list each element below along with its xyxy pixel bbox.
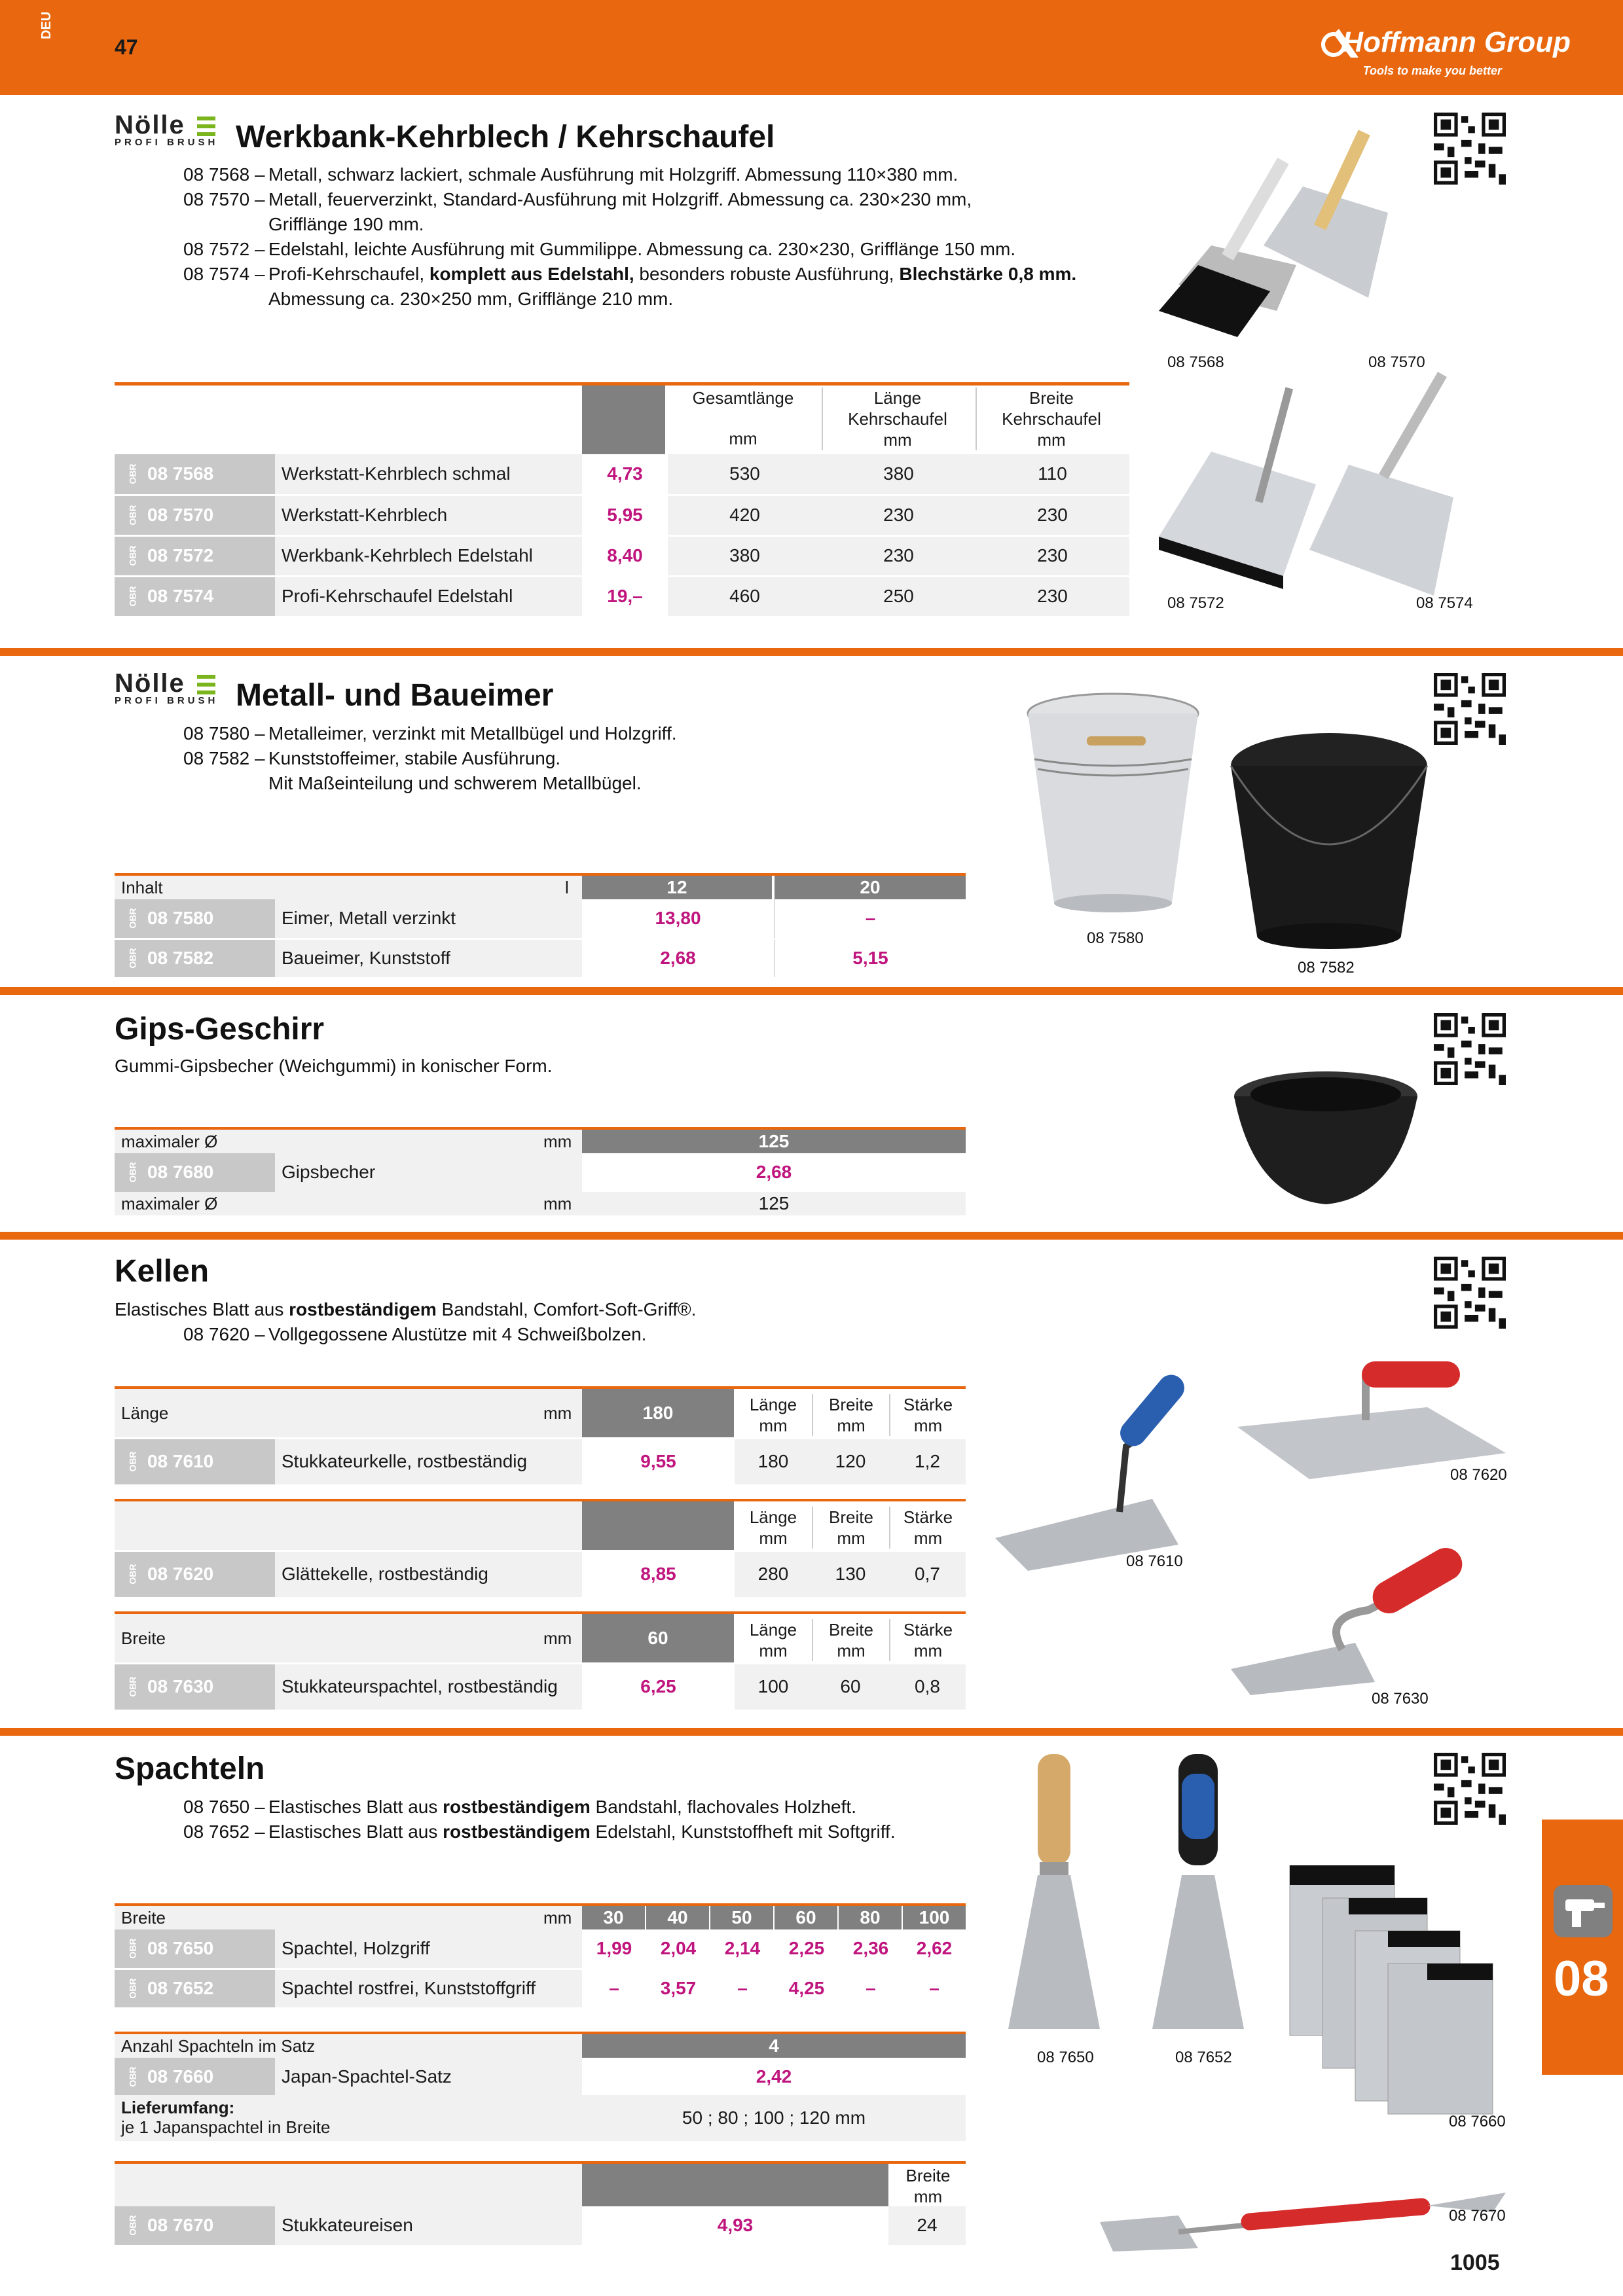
- article-number: 08 7652: [147, 1978, 214, 1998]
- section-title: Metall- und Baueimer: [236, 678, 554, 713]
- value-cell: 380: [668, 535, 822, 576]
- metal-bucket-image: [1008, 687, 1224, 916]
- qr-code-icon: [1434, 1257, 1506, 1329]
- page-number-top: 47: [115, 35, 138, 59]
- value-cell: 230: [822, 495, 976, 535]
- image-caption: 08 7660: [1449, 2113, 1506, 2130]
- col-header: Breite mm: [812, 1619, 889, 1661]
- article-description: Eimer, Metall verzinkt: [275, 899, 582, 939]
- col-header: Stärke mm: [889, 1619, 966, 1661]
- section-divider: [0, 987, 1623, 995]
- section-description: 08 7568 – Metall, schwarz lackiert, schmale Ausführung mit Holzgriff. Abmessung 110×380 mm. 08 7570 – Metall, feuerverzinkt, Standard-Ausführung mit Holzgriff. Abmessung ca. 230×230 mm, Grifflänge 190 mm. 08 7572 – Edelstahl, leichte Ausführung mit Gummilippe. Abmessung ca. 230×230, Grifflänge 150 mm. 08 7574 – Profi-Kehrschaufel, komplett aus Edelstahl, besonders robuste Ausführung, Blechstärke 0,8 mm. Abmessung ca. 230×250 mm, Grifflänge 210 mm.: [183, 164, 1077, 309]
- value-cell: 130: [812, 1552, 889, 1598]
- table-spachtel: [115, 1929, 966, 2009]
- col-header: Breite mm: [905, 2166, 951, 2206]
- max-row: [115, 1130, 582, 1153]
- table-row: OBR 08 7572 Werkbank-Kehrblech Edelstahl 8,40 380 230 230: [115, 535, 1129, 576]
- article-description: Stukkateurspachtel, rostbeständig: [275, 1664, 582, 1710]
- section-title: Spachteln: [115, 1751, 265, 1786]
- article-number: 08 7650: [147, 1938, 214, 1959]
- article-number: 08 7670: [147, 2215, 214, 2236]
- col-header: 80: [839, 1906, 902, 1929]
- value-cell: 110: [976, 454, 1129, 495]
- value-cell: 180: [735, 1439, 812, 1485]
- table-row: OBR 08 7650 Spachtel, Holzgriff 1,99 2,04 2,14 2,25 2,36 2,62: [115, 1929, 966, 1969]
- image-caption: 08 7652: [1175, 2049, 1232, 2066]
- table-row: OBR 08 7660 Japan-Spachtel-Satz 2,42: [115, 2058, 966, 2097]
- value-cell: 230: [976, 535, 1129, 576]
- article-description: Spachtel rostfrei, Kunststoffgriff: [275, 1969, 582, 2008]
- value-cell: 530: [668, 454, 822, 495]
- breite-unit: mm: [543, 1628, 572, 1648]
- max-label: maximaler Ø: [121, 1194, 218, 1213]
- brand-logo: Hoffmann Group: [1342, 26, 1571, 58]
- article-number: 08 7574: [147, 586, 214, 606]
- article-description: Profi-Kehrschaufel Edelstahl: [275, 576, 582, 617]
- image-caption: 08 7630: [1372, 1690, 1429, 1708]
- breite-row: [115, 1614, 582, 1662]
- section-title: Werkbank-Kehrblech / Kehrschaufel: [236, 120, 775, 154]
- table-stukkateureisen: [115, 2206, 966, 2247]
- qr-code-icon: [1434, 1753, 1506, 1825]
- article-number: 08 7660: [147, 2066, 214, 2087]
- price: –: [903, 1969, 966, 2008]
- article-number: 08 7620: [147, 1564, 214, 1585]
- section-description: Gummi-Gipsbecher (Weichgummi) in konischer Form.: [115, 1056, 553, 1076]
- price: –: [839, 1969, 903, 2008]
- price: 2,62: [903, 1929, 966, 1969]
- price: 4,93: [582, 2206, 888, 2246]
- value-cell: 1,2: [889, 1439, 966, 1485]
- value-cell: 24: [888, 2206, 966, 2246]
- article-number: 08 7572: [147, 545, 214, 565]
- price: 2,36: [839, 1929, 903, 1969]
- breite-row: [115, 1906, 582, 1929]
- table-gips: [115, 1153, 966, 1194]
- section-divider: [0, 1728, 1623, 1736]
- value-cell: 250: [822, 576, 976, 617]
- table-row: OBR 08 7630 Stukkateurspachtel, rostbeständig 6,25 100 60 0,8: [115, 1664, 966, 1710]
- table-row: OBR 08 7680 Gipsbecher 2,68: [115, 1153, 966, 1193]
- price: 2,04: [646, 1929, 710, 1969]
- table-kellen: [115, 1552, 966, 1599]
- image-caption: 08 7568: [1167, 353, 1224, 371]
- chapter-number: 08: [1554, 1951, 1609, 2007]
- value-cell: 0,8: [889, 1664, 966, 1710]
- price: 13,80: [582, 899, 775, 939]
- image-caption: 08 7610: [1126, 1552, 1183, 1570]
- price: 8,40: [582, 535, 668, 576]
- putty-knife-wood-image: [1008, 1754, 1100, 2036]
- price: 2,14: [710, 1929, 775, 1969]
- table-eimer: [115, 899, 966, 979]
- col-header-breite: Breite Kehrschaufel mm: [976, 387, 1126, 450]
- col-header: Stärke mm: [889, 1394, 966, 1436]
- table-kellen: [115, 1439, 966, 1486]
- col-header: 60: [775, 1906, 837, 1929]
- max-value: 125: [582, 1130, 966, 1153]
- max-row: [115, 1192, 582, 1215]
- chapter-tab[interactable]: [1542, 1820, 1623, 2075]
- breite-label: Breite: [121, 1628, 166, 1648]
- image-caption: 08 7650: [1037, 2049, 1094, 2066]
- brand-bars-icon: [197, 675, 215, 694]
- blank-value: [582, 2164, 888, 2206]
- article-description: Werkstatt-Kehrblech schmal: [275, 454, 582, 495]
- noelle-logo: [115, 113, 218, 148]
- image-caption: 08 7582: [1298, 959, 1355, 977]
- breite-unit: mm: [543, 1908, 572, 1928]
- image-caption: 08 7570: [1368, 353, 1425, 371]
- price: 3,57: [646, 1969, 710, 2008]
- section-title: Kellen: [115, 1254, 210, 1289]
- image-caption: 08 7574: [1416, 594, 1473, 612]
- qr-code-icon: [1434, 673, 1506, 745]
- col-header-laenge: Länge Kehrschaufel mm: [822, 387, 972, 450]
- col-header: 20: [775, 876, 966, 899]
- plastic-bucket-image: [1218, 726, 1440, 962]
- price: 4,73: [582, 454, 668, 495]
- value-cell: 280: [735, 1552, 812, 1598]
- article-number: 08 7610: [147, 1451, 214, 1472]
- article-description: Werkstatt-Kehrblech: [275, 495, 582, 535]
- image-caption: 08 7580: [1087, 929, 1144, 947]
- article-number: 08 7582: [147, 948, 214, 968]
- article-number: 08 7570: [147, 505, 214, 525]
- price: 19,–: [582, 576, 668, 617]
- image-caption: 08 7572: [1167, 594, 1224, 612]
- value-cell: 230: [822, 535, 976, 576]
- brand-tagline: Tools to make you better: [1362, 64, 1502, 77]
- col-header: Länge mm: [749, 1395, 797, 1435]
- lieferumfang-text: je 1 Japanspachtel in Breite: [121, 2117, 331, 2137]
- price: –: [710, 1969, 775, 2008]
- lieferumfang: [115, 2095, 582, 2141]
- laenge-row: [115, 1389, 582, 1437]
- max-value: 125: [582, 1192, 966, 1215]
- blank-row: [115, 1501, 582, 1550]
- table-row: OBR 08 7568 Werkstatt-Kehrblech schmal 4,73 530 380 110: [115, 454, 1129, 495]
- section-divider: [0, 648, 1623, 656]
- anzahl-row: [115, 2034, 582, 2058]
- laenge-label: Länge: [121, 1403, 169, 1423]
- table-japan: [115, 2058, 966, 2098]
- max-unit: mm: [543, 1132, 572, 1151]
- section-title: Gips-Geschirr: [115, 1012, 325, 1047]
- plaster-spatula-image: [1224, 1518, 1512, 1695]
- brand-sub: PROFI BRUSH: [115, 137, 219, 148]
- col-header-gesamt: Gesamtlänge mm: [692, 388, 794, 448]
- price: 2,68: [582, 939, 775, 978]
- price: –: [775, 899, 966, 939]
- dustpan-image: [1152, 353, 1506, 635]
- gips-cup-image: [1228, 1067, 1424, 1217]
- value-cell: 60: [812, 1664, 889, 1710]
- putty-knife-plastic-image: [1152, 1754, 1244, 2036]
- lieferumfang-label: Lieferumfang:: [121, 2098, 235, 2117]
- article-description: Stukkateureisen: [275, 2206, 582, 2246]
- article-number: 08 7630: [147, 1676, 214, 1697]
- lieferumfang-value: 50 ; 80 ; 100 ; 120 mm: [582, 2095, 966, 2141]
- trowel-image: [989, 1348, 1264, 1571]
- value-cell: 100: [735, 1664, 812, 1710]
- brand-name: Nölle: [115, 669, 185, 698]
- value-cell: 120: [812, 1439, 889, 1485]
- section-description: 08 7650 – Elastisches Blatt aus rostbeständigem Bandstahl, flachovales Holzheft. 08 7652 – Elastisches Blatt aus rostbeständigem Edelstahl, Kunststoffheft mit Softgriff.: [183, 1797, 896, 1842]
- value-cell: 420: [668, 495, 822, 535]
- blank-row: [115, 2164, 582, 2206]
- article-description: Japan-Spachtel-Satz: [275, 2058, 582, 2097]
- col-header: 100: [903, 1906, 966, 1929]
- image-caption: 08 7670: [1449, 2207, 1506, 2225]
- anzahl-value: 4: [582, 2034, 966, 2058]
- article-description: Glättekelle, rostbeständig: [275, 1552, 582, 1598]
- table-row: OBR 08 7570 Werkstatt-Kehrblech 5,95 420 230 230: [115, 495, 1129, 535]
- brand-bars-icon: [197, 117, 215, 136]
- article-number: 08 7580: [147, 908, 214, 929]
- section-description: Elastisches Blatt aus rostbeständigem Bandstahl, Comfort-Soft-Griff®. 08 7620 – Vollgegossene Alustütze mit 4 Schweißbolzen.: [115, 1299, 697, 1344]
- table-row: OBR 08 7582 Baueimer, Kunststoff 2,68 5,15: [115, 939, 966, 978]
- col-header: Breite mm: [812, 1394, 889, 1436]
- price: 9,55: [582, 1439, 735, 1485]
- col-header: Länge mm: [749, 1507, 797, 1548]
- article-description: Baueimer, Kunststoff: [275, 939, 582, 978]
- col-header: 30: [582, 1906, 645, 1929]
- price: 2,25: [775, 1929, 839, 1969]
- table-row: OBR 08 7652 Spachtel rostfrei, Kunststoffgriff – 3,57 – 4,25 – –: [115, 1969, 966, 2008]
- blank-value: [582, 1501, 734, 1550]
- price: 4,25: [775, 1969, 839, 2008]
- price: –: [582, 1969, 646, 2008]
- article-number: 08 7680: [147, 1162, 214, 1183]
- qr-code-icon: [1434, 1013, 1506, 1085]
- inhalt-label: Inhalt: [121, 878, 163, 897]
- value-cell: 380: [822, 454, 976, 495]
- laenge-value: 180: [582, 1389, 734, 1437]
- section-description: 08 7580 – Metalleimer, verzinkt mit Metallbügel und Holzgriff. 08 7582 – Kunststoffeimer, stabile Ausführung. Mit Maßeinteilung und schwerem Metallbügel.: [183, 723, 677, 793]
- price: 2,68: [582, 1153, 966, 1193]
- col-header: Länge mm: [749, 1620, 797, 1660]
- price: 5,95: [582, 495, 668, 535]
- col-header: Breite mm: [812, 1507, 889, 1549]
- dustpan-image: [1152, 115, 1427, 350]
- value-cell: 0,7: [889, 1552, 966, 1598]
- price: 6,25: [582, 1664, 735, 1710]
- max-label: maximaler Ø: [121, 1132, 218, 1151]
- price: 8,85: [582, 1552, 735, 1598]
- anzahl-label: Anzahl Spachteln im Satz: [121, 2036, 316, 2056]
- article-description: Werkbank-Kehrblech Edelstahl: [275, 535, 582, 576]
- table-row: OBR 08 7670 Stukkateureisen 4,93 24: [115, 2206, 966, 2246]
- stukkateureisen-image: [1100, 2186, 1506, 2251]
- value-cell: 230: [976, 495, 1129, 535]
- brand-sub: PROFI BRUSH: [115, 695, 219, 706]
- article-description: Stukkateurkelle, rostbeständig: [275, 1439, 582, 1485]
- table-kehrblech: [115, 454, 1129, 618]
- qr-code-icon: [1434, 113, 1506, 185]
- spachtel-col-headers: [582, 1906, 966, 1929]
- price-header: [582, 386, 665, 454]
- max-unit: mm: [543, 1194, 572, 1213]
- breite-value: 60: [582, 1614, 734, 1662]
- table-kellen: [115, 1664, 966, 1712]
- value-cell: 230: [976, 576, 1129, 617]
- table-row: OBR 08 7610 Stukkateurkelle, rostbeständig 9,55 180 120 1,2: [115, 1439, 966, 1485]
- value-cell: 460: [668, 576, 822, 617]
- section-divider: [0, 1232, 1623, 1240]
- article-number: 08 7568: [147, 463, 214, 484]
- price: 5,15: [775, 939, 966, 978]
- drill-icon: [1554, 1885, 1613, 1937]
- col-header: 50: [710, 1906, 773, 1929]
- inhalt-unit: l: [565, 878, 569, 897]
- price: 2,42: [582, 2058, 966, 2097]
- page-header: [0, 0, 1623, 95]
- brand-name: Nölle: [115, 111, 185, 139]
- noelle-logo: [115, 671, 218, 706]
- table-row: OBR 08 7620 Glättekelle, rostbeständig 8,85 280 130 0,7: [115, 1552, 966, 1598]
- language-label: DEU: [39, 11, 54, 39]
- table-row: OBR 08 7580 Eimer, Metall verzinkt 13,80 –: [115, 899, 966, 939]
- page-number: 1005: [1450, 2250, 1500, 2275]
- breite-label: Breite: [121, 1908, 166, 1928]
- article-description: Spachtel, Holzgriff: [275, 1929, 582, 1969]
- col-header: 40: [646, 1906, 709, 1929]
- col-header: Stärke mm: [889, 1507, 966, 1549]
- image-caption: 08 7620: [1450, 1466, 1507, 1484]
- price: 1,99: [582, 1929, 646, 1969]
- article-description: Gipsbecher: [275, 1153, 582, 1193]
- table-row: OBR 08 7574 Profi-Kehrschaufel Edelstahl 19,– 460 250 230: [115, 576, 1129, 617]
- inhalt-row: [115, 876, 582, 899]
- japan-spatula-set-image: [1283, 1865, 1506, 2121]
- laenge-unit: mm: [543, 1403, 572, 1423]
- col-header: 12: [582, 876, 772, 899]
